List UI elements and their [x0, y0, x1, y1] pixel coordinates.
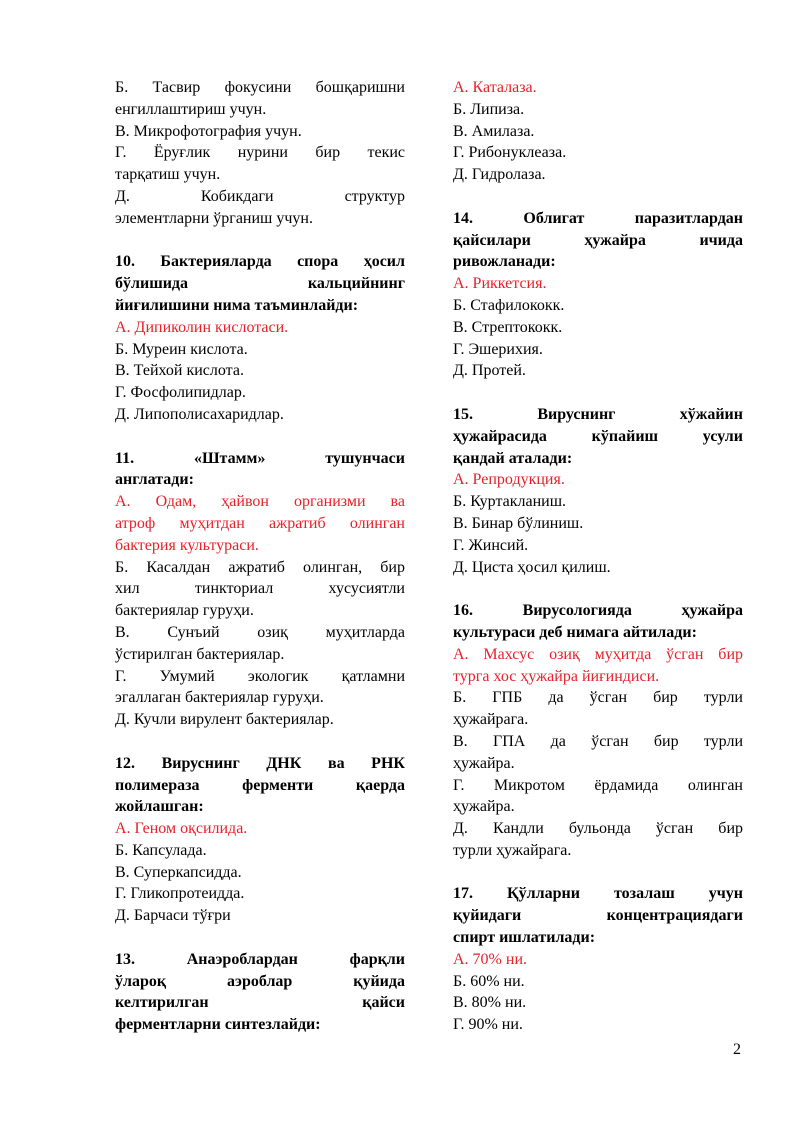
answer-option: турли ҳужайрага.: [453, 841, 572, 859]
question-text: 10. Бактерияларда спора ҳосил: [115, 253, 405, 271]
question-spacer: [453, 578, 743, 600]
answer-option: бактериялар гуруҳи.: [115, 602, 254, 620]
question-text: 16. Вирусологияда ҳужайра: [453, 602, 743, 620]
question-spacer: [115, 927, 405, 949]
answer-option: Г. 90% ни.: [453, 1016, 523, 1034]
answer-option: В. Сунъий озиқ муҳитларда: [115, 623, 405, 641]
question-spacer: [453, 862, 743, 884]
answer-option: ҳужайрага.: [453, 711, 529, 729]
answer-option: В. Микрофотография учун.: [115, 122, 302, 140]
answer-option: Д. Липополисахаридлар.: [115, 405, 284, 423]
right-column: [453, 77, 743, 1036]
answer-option: тарқатиш учун.: [115, 166, 221, 184]
answer-option: В. ГПА да ўсган бир турли: [453, 732, 743, 750]
question-text: ўлароқ аэроблар қуйида: [115, 972, 405, 990]
answer-option: Б. Липиза.: [453, 100, 525, 118]
answer-option: хил тинкториал хусусиятли: [115, 580, 405, 598]
question-text: бўлишида кальцийнинг: [115, 275, 405, 293]
question-spacer: [115, 426, 405, 448]
question-text: ривожланади:: [453, 253, 556, 271]
correct-answer-option: А. 70% ни.: [453, 950, 528, 968]
answer-option: Г. Фосфолипидлар.: [115, 384, 246, 402]
answer-option: В. Амилаза.: [453, 122, 535, 140]
answer-option: В. 80% ни.: [453, 994, 527, 1012]
answer-option: Г. Умумий экологик қатламни: [115, 667, 405, 685]
question-spacer: [453, 186, 743, 208]
answer-option: ўстирилган бактериялар.: [115, 645, 285, 663]
answer-option: Б. Касалдан ажратиб олинган, бир: [115, 558, 405, 576]
question-block: [453, 600, 743, 862]
question-text: 11. «Штамм» тушунчаси: [115, 449, 405, 467]
question-text: 14. Облигат паразитлардан: [453, 209, 743, 227]
answer-option: элементларни ўрганиш учун.: [115, 209, 313, 227]
left-column: [115, 77, 405, 1036]
question-text: қуйидаги концентрациядаги: [453, 907, 743, 925]
question-block: [115, 753, 405, 927]
answer-option: Г. Ёруғлик нурини бир текис: [115, 144, 405, 162]
answer-option: Д. Протей.: [453, 362, 526, 380]
answer-option: Б. Стафилококк.: [453, 296, 565, 314]
answer-option: Д. Кандли бульонда ўсган бир: [453, 820, 743, 838]
question-spacer: [453, 382, 743, 404]
answer-option: Д. Гидролаза.: [453, 166, 546, 184]
correct-answer-option: турга хос ҳужайра йиғиндиси.: [453, 667, 660, 685]
question-text: ферментларни синтезлайди:: [115, 1016, 321, 1034]
question-text: 17. Қўлларни тозалаш учун: [453, 885, 743, 903]
answer-option: В. Тейхой кислота.: [115, 362, 244, 380]
answer-option: Г. Микротом ёрдамида олинган: [453, 776, 743, 794]
correct-answer-option: А. Репродукция.: [453, 471, 565, 489]
answer-option: Д. Кучли вирулент бактериялар.: [115, 711, 334, 729]
question-block: [115, 448, 405, 731]
question-block: [453, 404, 743, 578]
question-text: культураси деб нимага айтилади:: [453, 623, 697, 641]
correct-answer-option: А. Дипиколин кислотаси.: [115, 318, 289, 336]
answer-option: Д. Циста ҳосил қилиш.: [453, 558, 611, 576]
answer-option: Д. Барчаси тўғри: [115, 907, 231, 925]
answer-option: ҳужайра.: [453, 754, 515, 772]
question-text: қандай аталади:: [453, 449, 573, 467]
question-text: 13. Анаэроблардан фарқли: [115, 950, 405, 968]
question-block: [453, 208, 743, 382]
question-text: келтирилган қайси: [115, 994, 405, 1012]
answer-option: В. Суперкапсидда.: [115, 863, 242, 881]
answer-option: Б. Тасвир фокусини бошқаришни: [115, 79, 405, 96]
answer-option: ҳужайра.: [453, 798, 515, 816]
answer-option: Г. Эшерихия.: [453, 340, 543, 358]
question-spacer: [115, 230, 405, 252]
correct-answer-option: атроф муҳитдан ажратиб олинган: [115, 514, 405, 532]
question-block: [115, 251, 405, 425]
answer-option: Г. Жинсий.: [453, 536, 529, 554]
question-text: англатади:: [115, 471, 194, 489]
correct-answer-option: А. Риккетсия.: [453, 275, 547, 293]
correct-answer-option: А. Одам, ҳайвон организми ва: [115, 493, 405, 511]
correct-answer-option: бактерия культураси.: [115, 536, 259, 554]
question-text: 15. Вируснинг хўжайин: [453, 405, 743, 423]
answer-option: Г. Рибонуклеаза.: [453, 144, 567, 162]
question-text: қайсилари ҳужайра ичида: [453, 231, 743, 249]
answer-option: Б. Муреин кислота.: [115, 340, 248, 358]
question-text: спирт ишлатилади:: [453, 929, 596, 947]
question-text: жойлашган:: [115, 798, 204, 816]
answer-option: В. Стрептококк.: [453, 318, 563, 336]
page-number: 2: [733, 1041, 741, 1058]
answer-option: эгаллаган бактериялар гуруҳи.: [115, 689, 324, 707]
answer-option: Б. ГПБ да ўсган бир турли: [453, 689, 743, 707]
answer-option: Б. Куртакланиш.: [453, 493, 567, 511]
question-text: 12. Вируснинг ДНК ва РНК: [115, 754, 405, 772]
question-block: [453, 883, 743, 1036]
question-text: йиғилишини нима таъминлайди:: [115, 296, 359, 314]
question-text: полимераза ферменти қаерда: [115, 776, 405, 794]
correct-answer-option: А. Геном оқсилида.: [115, 820, 248, 838]
answer-option: Б. 60% ни.: [453, 972, 525, 990]
correct-answer-option: А. Каталаза.: [453, 79, 537, 96]
correct-answer-option: А. Махсус озиқ муҳитда ўсган бир: [453, 645, 743, 663]
answer-option: Г. Гликопротеидда.: [115, 885, 245, 903]
answer-option: Д. Кобикдаги структур: [115, 187, 405, 205]
question-block: [115, 949, 405, 1036]
answer-option: В. Бинар бўлиниш.: [453, 514, 584, 532]
question-text: ҳужайрасида кўпайиш усули: [453, 427, 743, 445]
answer-option: Б. Капсулада.: [115, 841, 207, 859]
answer-option: енгиллаштириш учун.: [115, 100, 267, 118]
question-spacer: [115, 731, 405, 753]
